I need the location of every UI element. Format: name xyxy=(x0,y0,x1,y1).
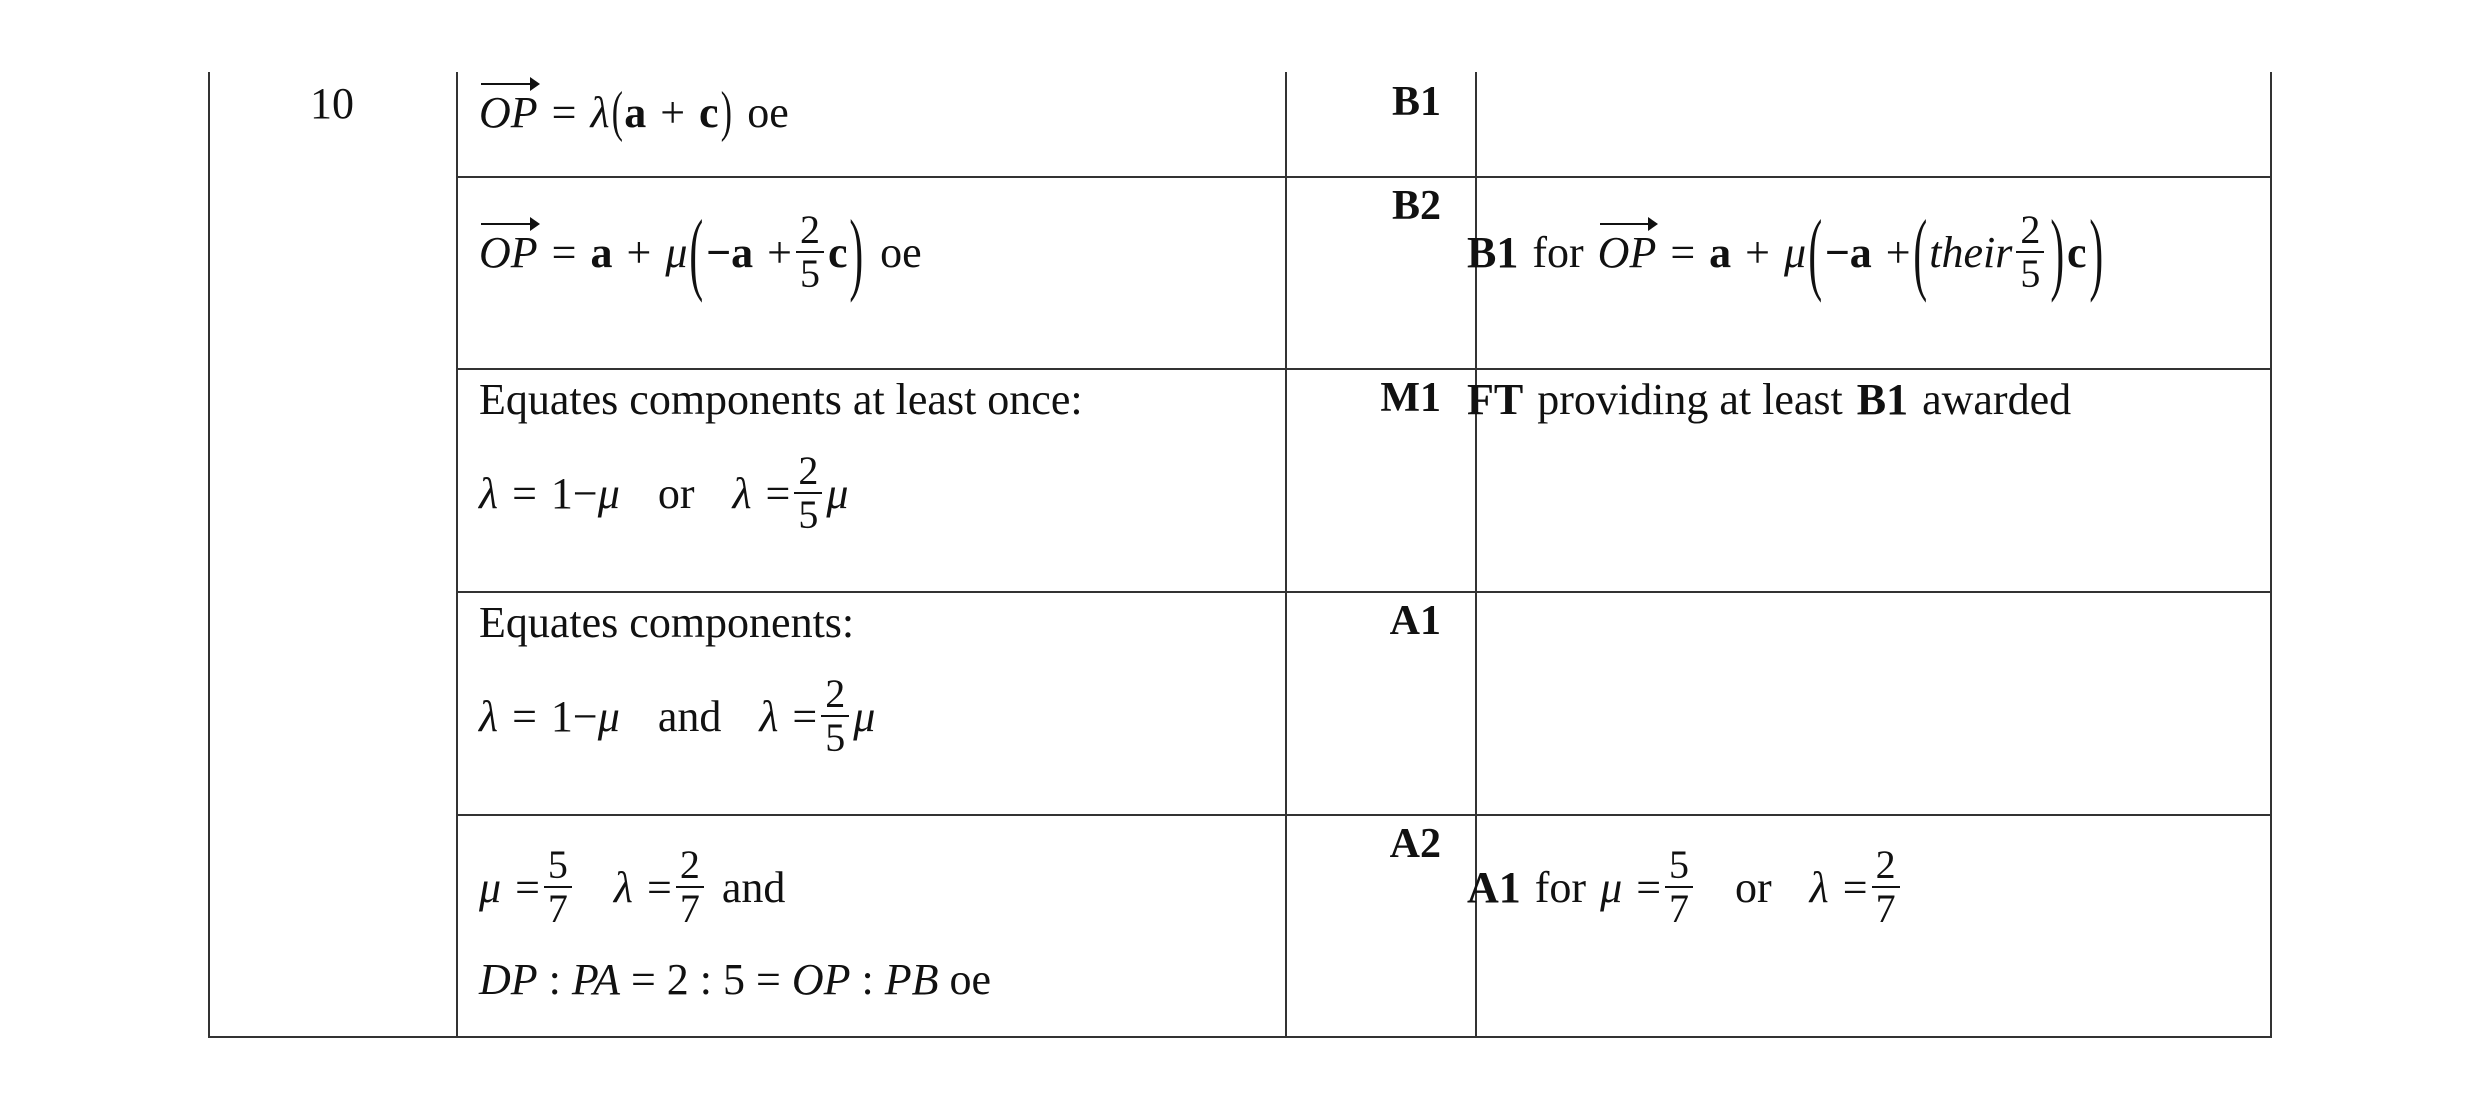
vector-a: a xyxy=(590,227,613,277)
plus: + xyxy=(626,227,652,277)
table-row xyxy=(457,814,2272,1036)
vector-op: OP xyxy=(479,87,538,137)
denominator: 7 xyxy=(1669,886,1690,931)
denominator: 7 xyxy=(679,886,700,931)
denominator: 5 xyxy=(798,492,819,537)
vector-a: a xyxy=(1709,227,1732,277)
neg-vector-a: −a xyxy=(1824,227,1872,277)
equals: = xyxy=(792,691,818,741)
mu: μ xyxy=(597,468,620,518)
vector-c: c xyxy=(699,87,719,137)
table-border-bottom xyxy=(208,1036,2272,1038)
mu: μ xyxy=(1783,227,1807,277)
equals: = xyxy=(551,227,577,277)
minus: − xyxy=(572,468,598,518)
numerator: 2 xyxy=(796,209,824,253)
mark-ref: B1 xyxy=(1856,375,1909,424)
segment-pa: PA xyxy=(571,955,620,1004)
denominator: 5 xyxy=(2020,251,2041,296)
lambda: λ xyxy=(1809,862,1829,912)
table-border-left xyxy=(208,72,210,1038)
paren-open: ( xyxy=(1913,201,1927,303)
paren-close: ) xyxy=(849,201,864,303)
numerator: 2 xyxy=(676,844,704,888)
their-text: their xyxy=(1929,227,2013,277)
equals: = xyxy=(646,862,672,912)
segment-dp: DP xyxy=(479,955,538,1004)
table-row xyxy=(457,368,2272,591)
fraction xyxy=(2016,209,2044,295)
mu: μ xyxy=(665,227,688,277)
numerator: 5 xyxy=(1665,844,1693,888)
plus: + xyxy=(660,87,686,137)
segment-pb: PB xyxy=(884,955,939,1004)
or-text: or xyxy=(657,468,695,518)
fraction xyxy=(1665,844,1693,930)
one: 1 xyxy=(550,468,573,518)
and-text: and xyxy=(721,862,786,912)
fraction xyxy=(794,450,822,536)
numerator: 2 xyxy=(794,450,822,494)
plus: + xyxy=(767,227,792,277)
mu: μ xyxy=(853,691,876,741)
lambda: λ xyxy=(479,468,499,518)
equals: = xyxy=(551,87,577,137)
fraction xyxy=(544,844,572,930)
for-text: for xyxy=(1534,862,1587,912)
denominator: 7 xyxy=(1875,886,1896,931)
denominator: 5 xyxy=(825,715,846,760)
mark-a1: A1 xyxy=(1389,598,1441,644)
paren-close: ) xyxy=(2050,201,2065,303)
question-number: 10 xyxy=(310,79,354,128)
guidance-text: providing at least xyxy=(1537,375,1843,424)
mu: μ xyxy=(826,468,849,518)
ratio-colon: : xyxy=(537,955,572,1004)
mark-ref: A1 xyxy=(1467,862,1521,912)
table-row xyxy=(457,591,2272,814)
and-text: and xyxy=(657,691,722,741)
segment-op: OP xyxy=(791,955,851,1004)
mark-a2: A2 xyxy=(1389,821,1441,867)
one: 1 xyxy=(550,691,573,741)
mark-m1: M1 xyxy=(1380,375,1441,421)
vector-c: c xyxy=(827,227,848,277)
mark-ref: B1 xyxy=(1467,227,1519,277)
lambda: λ xyxy=(590,87,610,137)
mark-b1: B1 xyxy=(1391,79,1441,125)
for-text: for xyxy=(1532,227,1584,277)
lambda: λ xyxy=(479,691,499,741)
paren-open: ( xyxy=(611,81,623,143)
equals: = xyxy=(512,468,537,518)
equals: = xyxy=(515,862,540,912)
equals: = xyxy=(512,691,537,741)
equals: = xyxy=(1670,227,1696,277)
ratio-colon: : xyxy=(850,955,885,1004)
paren-close: ) xyxy=(2088,201,2103,303)
denominator: 7 xyxy=(547,886,568,931)
ratio-value: = 2 : 5 = xyxy=(619,955,792,1004)
table-row xyxy=(457,176,2272,368)
numerator: 2 xyxy=(821,673,849,717)
vector-op: OP xyxy=(1597,227,1657,277)
equals: = xyxy=(765,468,791,518)
paren-close: ) xyxy=(720,81,732,143)
neg-vector-a: −a xyxy=(706,227,754,277)
table-row xyxy=(457,72,2272,176)
numerator: 2 xyxy=(2016,209,2044,253)
fraction xyxy=(1872,844,1900,930)
minus: − xyxy=(572,691,598,741)
guidance-text: awarded xyxy=(1922,375,2072,424)
denominator: 5 xyxy=(799,251,820,296)
numerator: 2 xyxy=(1872,844,1900,888)
oe-text: oe xyxy=(747,87,789,137)
mark-scheme-table xyxy=(208,72,2272,1038)
fraction xyxy=(676,844,704,930)
paren-open: ( xyxy=(689,201,704,303)
oe-text: oe xyxy=(938,955,992,1004)
equals: = xyxy=(1842,862,1868,912)
answer-title: Equates components at least once: xyxy=(479,375,1083,424)
oe-text: oe xyxy=(880,227,922,277)
mu: μ xyxy=(597,691,620,741)
ft-label: FT xyxy=(1467,375,1524,424)
lambda: λ xyxy=(759,691,779,741)
mu: μ xyxy=(1600,862,1623,912)
fraction xyxy=(796,209,824,295)
vector-op: OP xyxy=(479,227,538,277)
mu: μ xyxy=(479,862,502,912)
lambda: λ xyxy=(732,468,752,518)
vector-a: a xyxy=(624,87,647,137)
mark-b2: B2 xyxy=(1391,183,1441,229)
or-text: or xyxy=(1735,862,1772,912)
plus: + xyxy=(1745,227,1770,277)
numerator: 5 xyxy=(544,844,572,888)
paren-open: ( xyxy=(1808,201,1823,303)
fraction xyxy=(821,673,849,759)
vector-c: c xyxy=(2067,227,2087,277)
equals: = xyxy=(1636,862,1662,912)
lambda: λ xyxy=(613,862,633,912)
plus: + xyxy=(1885,227,1911,277)
answer-title: Equates components: xyxy=(479,598,855,647)
